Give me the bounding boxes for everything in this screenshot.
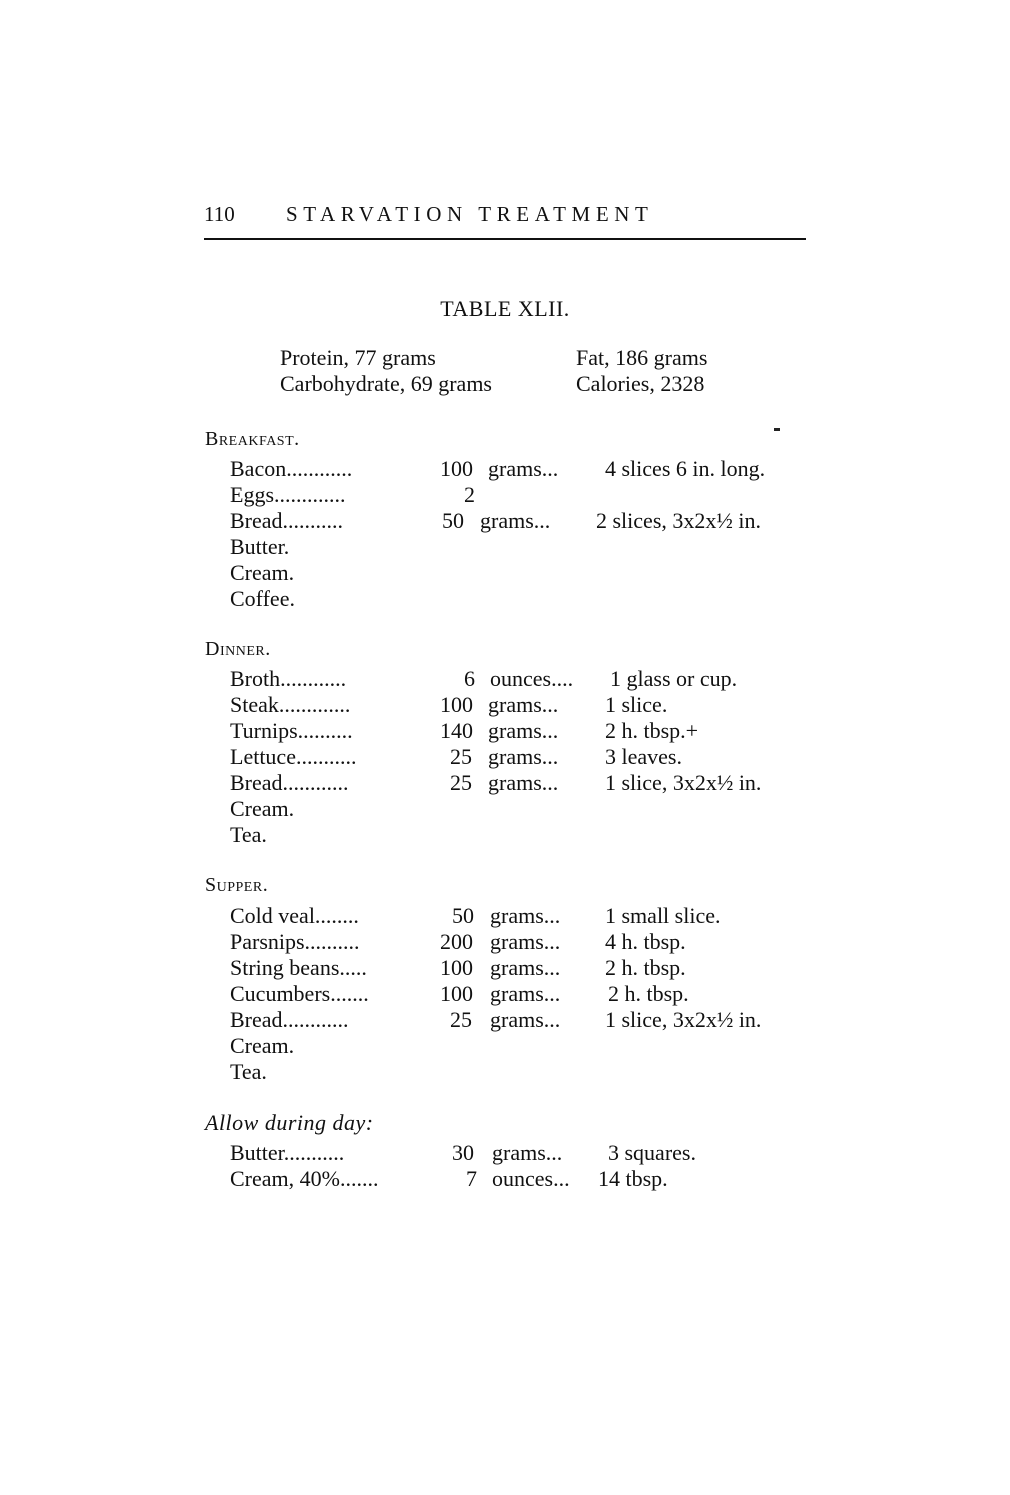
item-unit: grams... bbox=[490, 981, 561, 1006]
item-name: Cold veal........ bbox=[230, 903, 359, 928]
running-head bbox=[204, 202, 806, 227]
item-measure: 4 h. tbsp. bbox=[605, 929, 686, 954]
item-unit: grams... bbox=[492, 1140, 563, 1165]
item-name: Parsnips.......... bbox=[230, 929, 360, 954]
item-name: Tea. bbox=[230, 822, 267, 847]
item-measure: 2 slices, 3x2x½ in. bbox=[596, 508, 761, 533]
item-name: Coffee. bbox=[230, 586, 295, 611]
stray-mark bbox=[774, 428, 780, 431]
item-unit: grams... bbox=[488, 770, 559, 795]
item-unit: grams... bbox=[490, 955, 561, 980]
summary-calories: Calories, 2328 bbox=[576, 371, 705, 396]
item-unit: grams... bbox=[490, 903, 561, 928]
item-name: Lettuce........... bbox=[230, 744, 357, 769]
item-quantity: 30 bbox=[452, 1140, 474, 1165]
section-heading-allow-during-day: Allow during day: bbox=[205, 1110, 374, 1135]
item-measure: 3 leaves. bbox=[605, 744, 682, 769]
item-measure: 2 h. tbsp. bbox=[608, 981, 689, 1006]
summary-carbohydrate: Carbohydrate, 69 grams bbox=[280, 371, 492, 396]
section-heading-supper: Supper. bbox=[205, 874, 269, 896]
item-name: Cream. bbox=[230, 1033, 295, 1058]
item-name: Cucumbers....... bbox=[230, 981, 369, 1006]
item-name: Turnips.......... bbox=[230, 718, 353, 743]
item-measure: 1 small slice. bbox=[605, 903, 721, 928]
item-unit: grams... bbox=[490, 929, 561, 954]
item-quantity: 200 bbox=[440, 929, 473, 954]
item-name: String beans..... bbox=[230, 955, 367, 980]
item-measure: 1 slice, 3x2x½ in. bbox=[605, 770, 762, 795]
summary-row bbox=[280, 345, 707, 371]
item-quantity: 100 bbox=[440, 955, 473, 980]
item-quantity: 50 bbox=[442, 508, 464, 533]
item-quantity: 100 bbox=[440, 456, 473, 481]
item-measure: 1 slice. bbox=[605, 692, 668, 717]
item-name: Cream. bbox=[230, 796, 295, 821]
summary-row bbox=[280, 371, 707, 397]
page-number: 110 bbox=[204, 202, 235, 226]
item-quantity: 50 bbox=[452, 903, 474, 928]
item-name: Bread........... bbox=[230, 508, 344, 533]
item-quantity: 140 bbox=[440, 718, 473, 743]
item-quantity: 100 bbox=[440, 692, 473, 717]
nutrition-summary bbox=[280, 345, 707, 397]
item-name: Bread............ bbox=[230, 1007, 349, 1032]
item-unit: grams... bbox=[488, 456, 559, 481]
item-quantity: 6 bbox=[464, 666, 475, 691]
item-name: Broth............ bbox=[230, 666, 347, 691]
item-quantity: 100 bbox=[440, 981, 473, 1006]
item-unit: grams... bbox=[488, 692, 559, 717]
item-name: Butter........... bbox=[230, 1140, 345, 1165]
item-unit: ounces... bbox=[492, 1166, 570, 1191]
item-measure: 4 slices 6 in. long. bbox=[605, 456, 766, 481]
item-measure: 2 h. tbsp. bbox=[605, 955, 686, 980]
item-measure: 3 squares. bbox=[608, 1140, 696, 1165]
item-name: Butter. bbox=[230, 534, 290, 559]
item-unit: grams... bbox=[488, 718, 559, 743]
table-title: TABLE XLII. bbox=[440, 296, 570, 321]
header-rule bbox=[204, 238, 806, 240]
item-unit: grams... bbox=[490, 1007, 561, 1032]
item-name: Cream, 40%....... bbox=[230, 1166, 379, 1191]
item-measure: 2 h. tbsp.+ bbox=[605, 718, 699, 743]
section-heading-breakfast: Breakfast. bbox=[205, 428, 300, 450]
item-unit: ounces.... bbox=[490, 666, 574, 691]
item-name: Bread............ bbox=[230, 770, 349, 795]
item-name: Bacon............ bbox=[230, 456, 353, 481]
item-quantity: 2 bbox=[464, 482, 475, 507]
item-measure: 1 slice, 3x2x½ in. bbox=[605, 1007, 762, 1032]
summary-fat: Fat, 186 grams bbox=[576, 345, 708, 370]
item-quantity: 7 bbox=[466, 1166, 477, 1191]
item-name: Eggs............. bbox=[230, 482, 346, 507]
summary-protein: Protein, 77 grams bbox=[280, 345, 436, 370]
item-measure: 1 glass or cup. bbox=[610, 666, 738, 691]
item-unit: grams... bbox=[480, 508, 551, 533]
item-name: Steak............. bbox=[230, 692, 351, 717]
section-heading-dinner: Dinner. bbox=[205, 638, 271, 660]
running-title: STARVATION TREATMENT bbox=[286, 202, 654, 226]
item-name: Tea. bbox=[230, 1059, 267, 1084]
item-measure: 14 tbsp. bbox=[598, 1166, 668, 1191]
item-name: Cream. bbox=[230, 560, 295, 585]
item-quantity: 25 bbox=[450, 1007, 472, 1032]
item-quantity: 25 bbox=[450, 744, 472, 769]
item-quantity: 25 bbox=[450, 770, 472, 795]
item-unit: grams... bbox=[488, 744, 559, 769]
